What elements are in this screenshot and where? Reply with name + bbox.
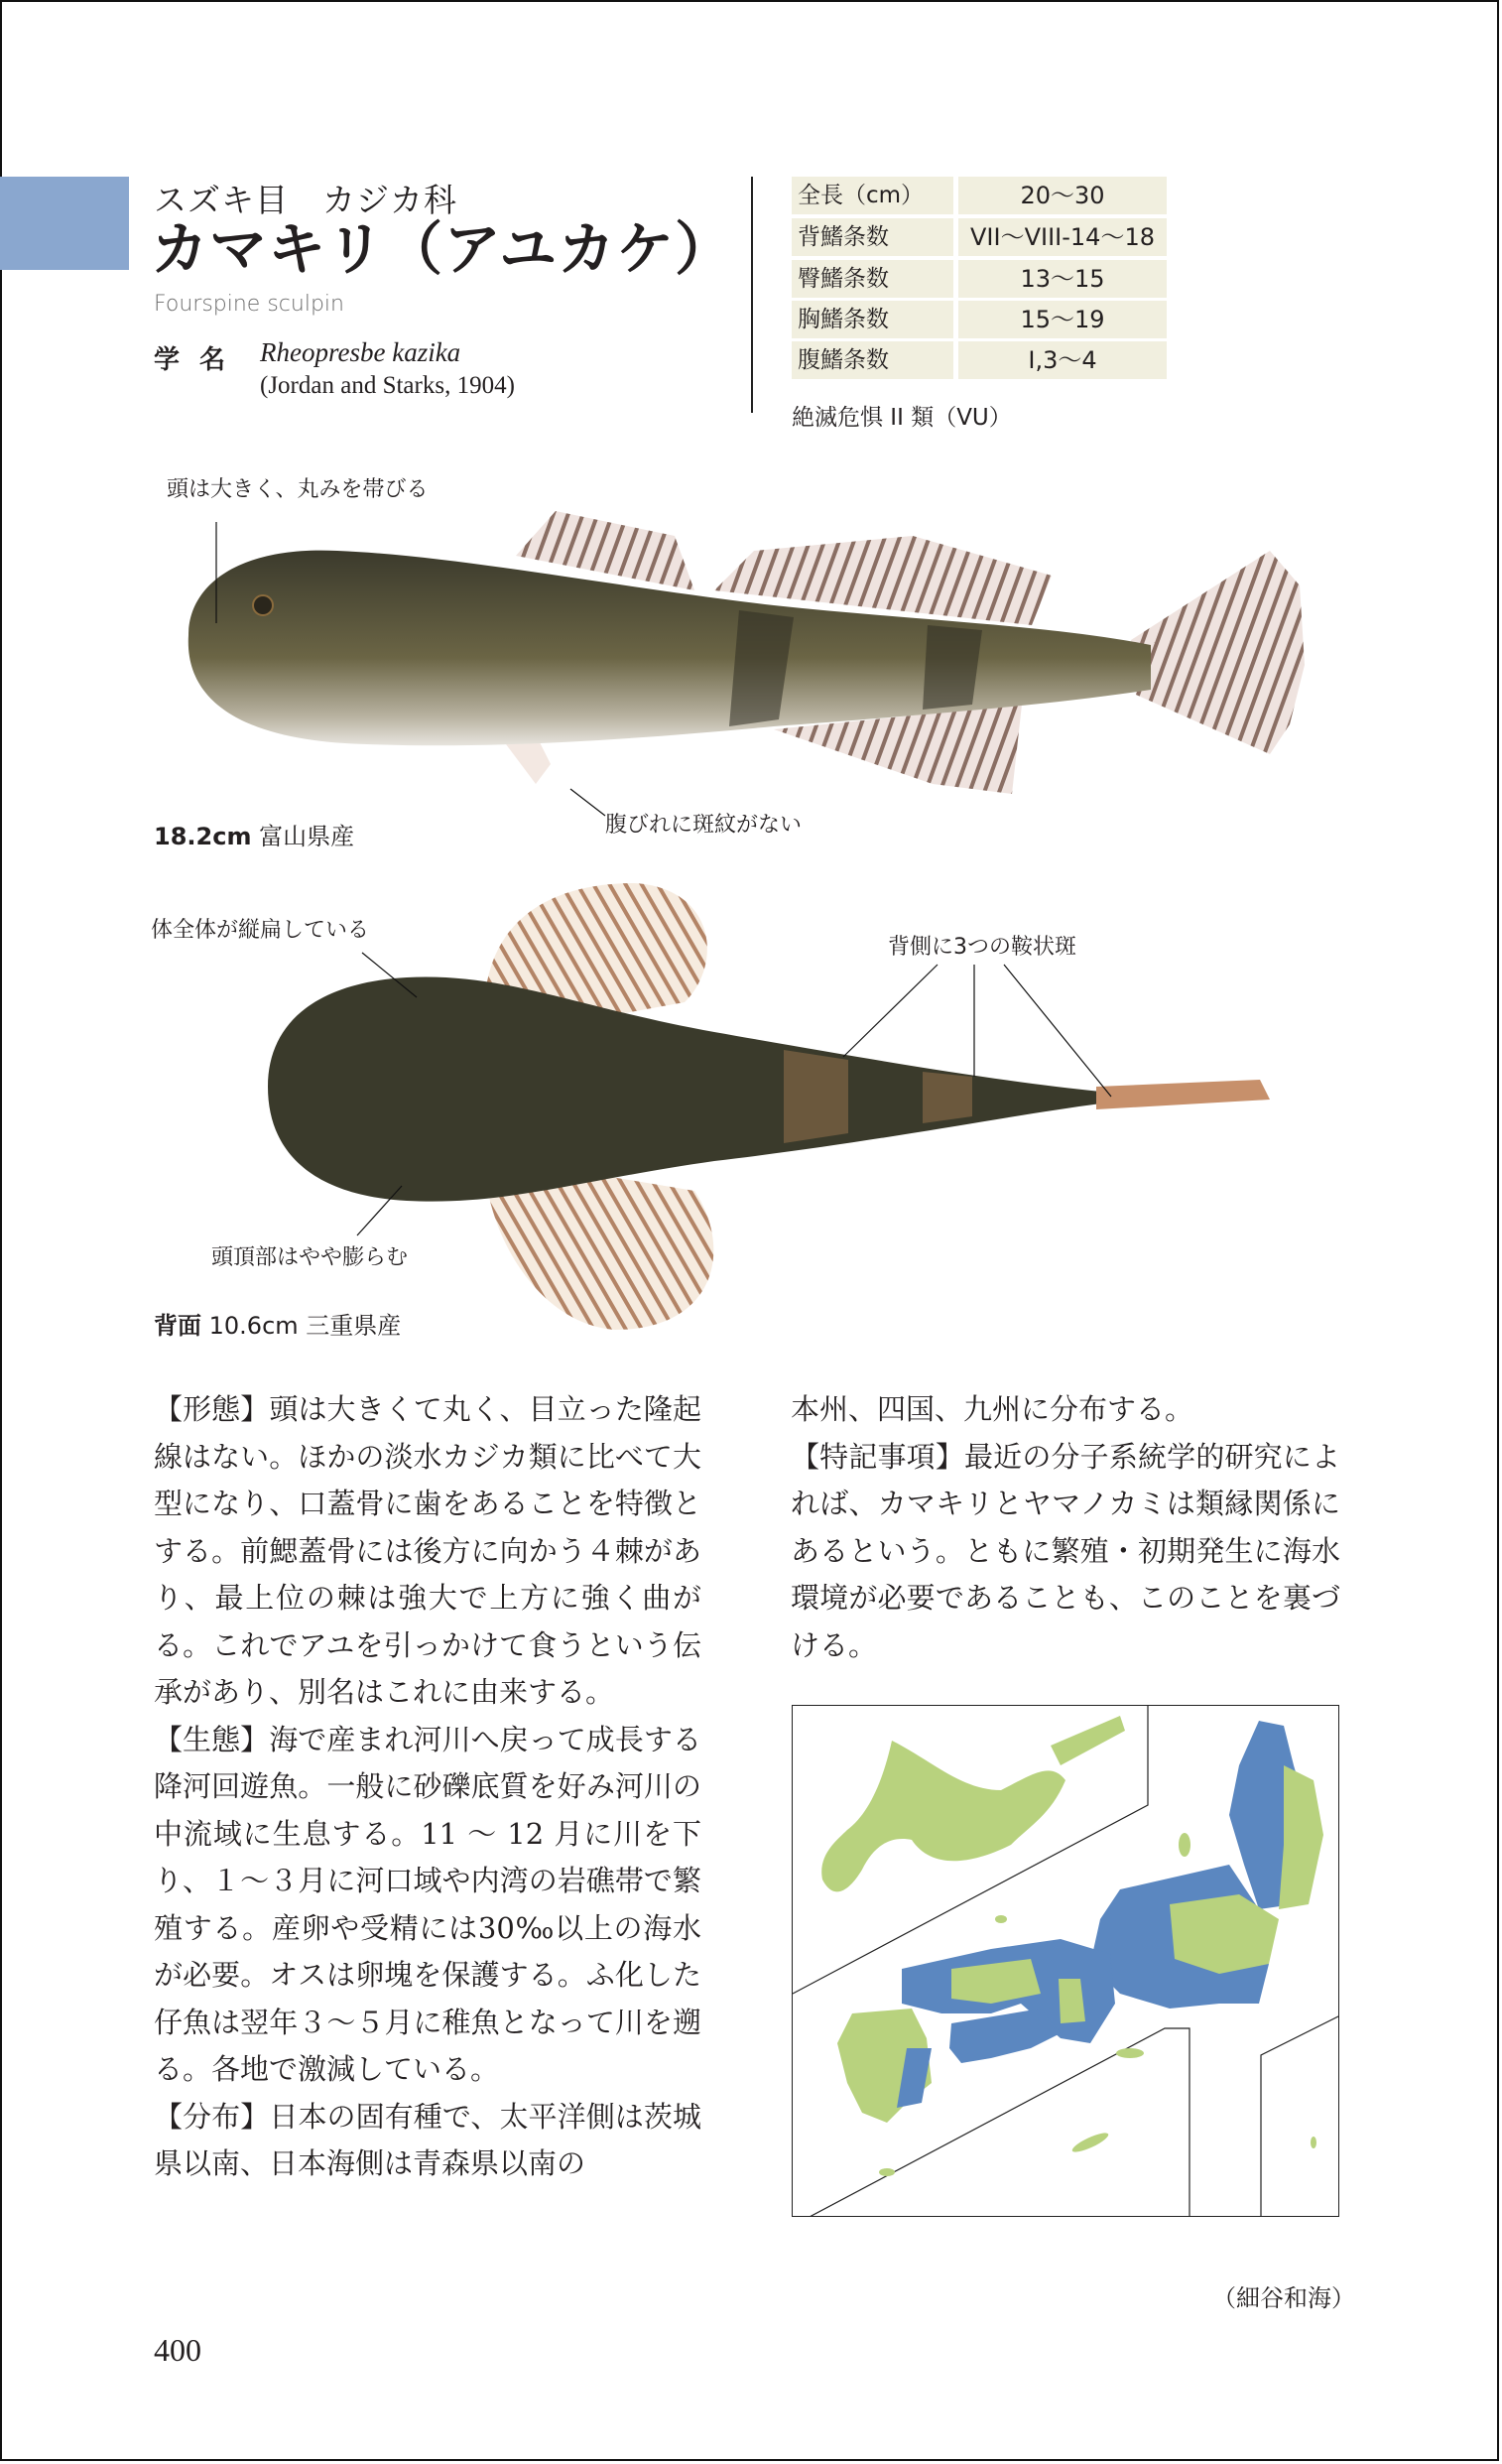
page-number: 400 xyxy=(154,2332,201,2368)
label-pelvic-no-markings: 腹びれに斑紋がない xyxy=(605,813,803,838)
page-title: カマキリ（アユカケ） xyxy=(151,215,734,283)
text-column-left xyxy=(154,1386,701,2188)
section-text-distribution-a: 日本の固有種で、太平洋側は茨城県以南、日本海側は青森県以南の xyxy=(154,2099,701,2180)
table-key: 臀鰭条数 xyxy=(792,260,953,298)
caption-locality: 富山県産 xyxy=(259,823,355,850)
japan-map-graphic xyxy=(793,1706,1339,2217)
table-key: 腹鰭条数 xyxy=(792,341,953,379)
english-name: Fourspine sculpin xyxy=(154,292,344,317)
distribution-map xyxy=(792,1705,1339,2217)
section-heading-notes: 【特記事項】 xyxy=(791,1439,964,1474)
label-crown-swollen: 頭頂部はやや膨らむ xyxy=(211,1245,409,1270)
red-list-status: 絶滅危惧 II 類（VU） xyxy=(792,405,1012,431)
table-value: 20〜30 xyxy=(958,177,1167,214)
table-value: 15〜19 xyxy=(958,301,1167,338)
scientific-name: Rheopresbe kazika xyxy=(260,337,461,367)
table-value: I,3〜4 xyxy=(958,341,1167,379)
table-key: 全長（cm） xyxy=(792,177,953,214)
text-column-right xyxy=(791,1386,1340,1669)
section-text-morphology: 頭は大きくて丸く、目立った隆起線はない。ほかの淡水カジカ類に比べて大型になり、口蓋骨に歯をあることを特徴とする。前鰓蓋骨には後方に向かう４棘があり、最上位の棘は強大で上方に強く曲がる。これでアユを引っかけて食うという伝承があり、別名はこれに由来する。 xyxy=(154,1392,701,1709)
section-heading-morphology: 【形態】 xyxy=(154,1392,270,1426)
table-value: 13〜15 xyxy=(958,260,1167,298)
caption-view: 背面 xyxy=(154,1312,201,1340)
map-credit: （細谷和海） xyxy=(1212,2284,1355,2312)
caption-locality: 三重県産 xyxy=(306,1312,402,1340)
caption-size: 18.2cm xyxy=(154,823,252,850)
scientific-author: (Jordan and Starks, 1904) xyxy=(260,372,515,399)
section-heading-distribution: 【分布】 xyxy=(154,2099,270,2134)
section-text-notes: 最近の分子系統学的研究によれば、カマキリとヤマノカミは類縁関係にあるという。ともに繁殖・初期発生に海水環境が必要であることも、このことを裏づける。 xyxy=(791,1439,1340,1662)
section-text-distribution-b: 本州、四国、九州に分布する。 xyxy=(791,1392,1194,1426)
section-text-ecology: 海で産まれ河川へ戻って成長する降河回遊魚。一般に砂礫底質を好み河川の中流域に生息する。11 〜 12 月に川を下り、１〜３月に河口域や内湾の岩礁帯で繁殖する。産卵や受精には30‰以上の海水が必要。オスは卵塊を保護する。ふ化した仔魚は翌年３〜５月に稚魚となって川を遡る。各地で激減している。 xyxy=(154,1722,701,2086)
label-head-rounded: 頭は大きく、丸みを帯びる xyxy=(167,477,429,502)
table-value: VII〜VIII-14〜18 xyxy=(958,218,1167,256)
caption-size: 10.6cm xyxy=(208,1312,299,1340)
label-body-flattened: 体全体が縦扁している xyxy=(151,918,370,943)
caption-dorsal xyxy=(154,1306,401,1341)
scientific-name-label: 学名 xyxy=(154,345,246,375)
section-heading-ecology: 【生態】 xyxy=(154,1722,270,1756)
table-key: 胸鰭条数 xyxy=(792,301,953,338)
table-key: 背鰭条数 xyxy=(792,218,953,256)
label-three-saddles: 背側に3つの鞍状斑 xyxy=(888,935,1076,960)
order-family: スズキ目 カジカ科 xyxy=(154,181,457,219)
